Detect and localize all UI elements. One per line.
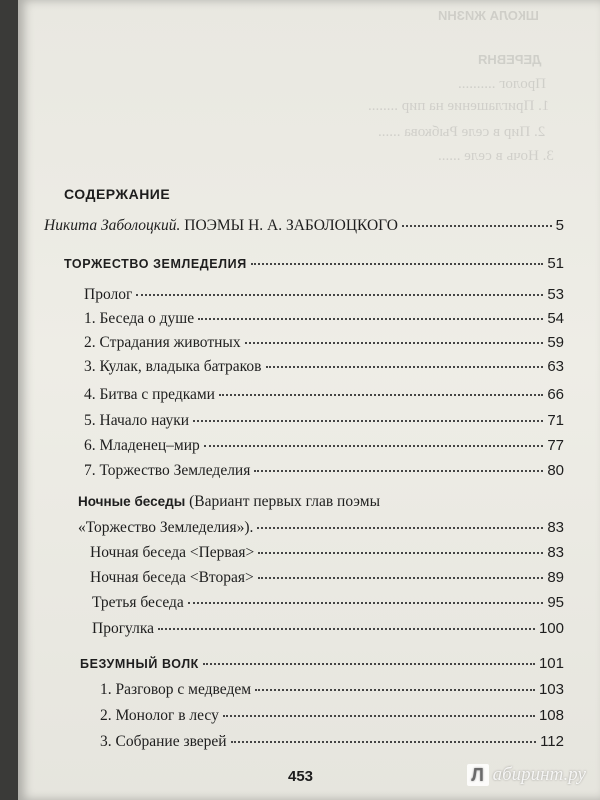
book-page: [18, 0, 600, 800]
show-through-text: 2. Пир в селе Рыбкова ......: [378, 124, 546, 140]
leader-dots: [255, 689, 535, 691]
toc-entry-page: 71: [547, 412, 564, 429]
table-of-contents: [18, 0, 600, 800]
leader-dots: [204, 445, 544, 447]
toc-entry-title: «Торжество Земледелия»).: [78, 519, 254, 536]
toc-entry[interactable]: [84, 437, 564, 455]
toc-entry-page: 77: [547, 437, 564, 454]
leader-dots: [188, 602, 544, 604]
toc-entry[interactable]: [78, 519, 564, 537]
leader-dots: [402, 225, 552, 227]
show-through-text: Пролог ..........: [458, 76, 547, 92]
toc-entry-title: 2. Страдания животных: [84, 334, 241, 351]
toc-entry-title: Пролог: [84, 286, 133, 303]
toc-entry-title: 2. Монолог в лесу: [100, 707, 219, 724]
toc-section[interactable]: [64, 255, 564, 272]
toc-entry-title: Ночная беседа <Первая>: [90, 544, 255, 561]
leader-dots: [266, 366, 544, 368]
page-number: 453: [288, 768, 314, 785]
toc-entry[interactable]: [92, 620, 564, 638]
toc-entry-lead: Ночные беседы: [78, 494, 186, 509]
show-through-text: 3. Ночь в селе ......: [438, 148, 554, 164]
toc-section-title: БЕЗУМНЫЙ ВОЛК: [80, 657, 199, 671]
toc-entry-title: 5. Начало науки: [84, 412, 190, 429]
leader-dots: [258, 577, 544, 579]
toc-entry-title: 3. Собрание зверей: [100, 733, 227, 750]
toc-entry[interactable]: [44, 217, 564, 235]
toc-entry-title: 4. Битва с предками: [84, 386, 215, 403]
leader-dots: [219, 394, 543, 396]
toc-entry[interactable]: [100, 733, 564, 751]
toc-entry-title: 1. Беседа о душе: [84, 310, 195, 327]
toc-entry-page: 63: [547, 358, 564, 375]
show-through-text: ШКОЛА ЖИЗНИ: [438, 8, 539, 23]
leader-dots: [198, 318, 543, 320]
toc-entry[interactable]: [100, 707, 564, 725]
show-through-text: ДЕРЕВНЯ: [478, 52, 542, 67]
toc-entry[interactable]: [90, 544, 564, 562]
leader-dots: [193, 420, 543, 422]
toc-entry-title: 1. Разговор с медведем: [100, 681, 252, 698]
watermark-text: абиринт.ру: [492, 764, 586, 785]
labirint-logo-icon: Л: [467, 764, 489, 786]
toc-entry-page: 59: [547, 334, 564, 351]
toc-entry-title: 6. Младенец–мир: [84, 437, 200, 454]
leader-dots: [258, 552, 543, 554]
toc-entry[interactable]: [84, 412, 564, 430]
toc-entry-page: 66: [547, 386, 564, 403]
toc-entry-page: 103: [538, 681, 564, 698]
toc-entry[interactable]: [100, 681, 564, 699]
toc-entry-title: 7. Торжество Земледелия: [84, 462, 251, 479]
show-through-text: 1. Приглашение на пир ........: [368, 98, 550, 114]
toc-entry[interactable]: [84, 334, 564, 352]
toc-entry-page: 53: [547, 286, 564, 303]
toc-entry[interactable]: [84, 358, 564, 376]
toc-entry-page: 51: [547, 255, 564, 272]
toc-entry-page: 108: [538, 707, 564, 724]
toc-entry-page: 54: [547, 310, 564, 327]
toc-section-title: ТОРЖЕСТВО ЗЕМЛЕДЕЛИЯ: [64, 257, 247, 271]
toc-entry-page: 112: [540, 733, 564, 750]
leader-dots: [251, 263, 544, 265]
toc-entry-page: 100: [538, 620, 564, 637]
toc-entry[interactable]: [84, 310, 564, 328]
toc-entry[interactable]: [84, 386, 564, 404]
toc-entry-page: 95: [547, 594, 564, 611]
toc-entry-title: Ночная беседа <Вторая>: [90, 569, 254, 586]
toc-entry-page: 83: [547, 544, 564, 561]
toc-entry-page: 89: [547, 569, 564, 586]
toc-section[interactable]: [80, 655, 564, 672]
toc-entry-page: 83: [547, 519, 564, 536]
toc-entry-page: 80: [547, 462, 564, 479]
leader-dots: [231, 741, 536, 743]
contents-heading: СОДЕРЖАНИЕ: [64, 186, 171, 202]
leader-dots: [245, 342, 544, 344]
toc-entry[interactable]: [84, 462, 564, 480]
watermark: [467, 764, 586, 786]
leader-dots: [203, 663, 535, 665]
toc-entry-title: Прогулка: [92, 620, 155, 637]
toc-entry[interactable]: [84, 286, 564, 304]
toc-entry-author: Никита Заболоцкий.: [44, 217, 181, 234]
toc-entry-page: 5: [555, 217, 564, 234]
toc-entry-title: Третья беседа: [92, 594, 184, 611]
leader-dots: [254, 470, 543, 472]
toc-entry[interactable]: [92, 594, 564, 612]
leader-dots: [158, 628, 535, 630]
toc-entry-title: 3. Кулак, владыка батраков: [84, 358, 262, 375]
leader-dots: [257, 527, 543, 529]
toc-entry-first-line[interactable]: [78, 493, 380, 511]
toc-entry-page: 101: [538, 655, 564, 672]
toc-entry-title: Никита Заболоцкий. ПОЭМЫ Н. А. ЗАБОЛОЦКОГО: [44, 217, 398, 234]
leader-dots: [223, 715, 535, 717]
toc-entry-subtitle: (Вариант первых глав поэмы: [185, 493, 380, 510]
leader-dots: [136, 294, 543, 296]
toc-entry[interactable]: [90, 569, 564, 587]
